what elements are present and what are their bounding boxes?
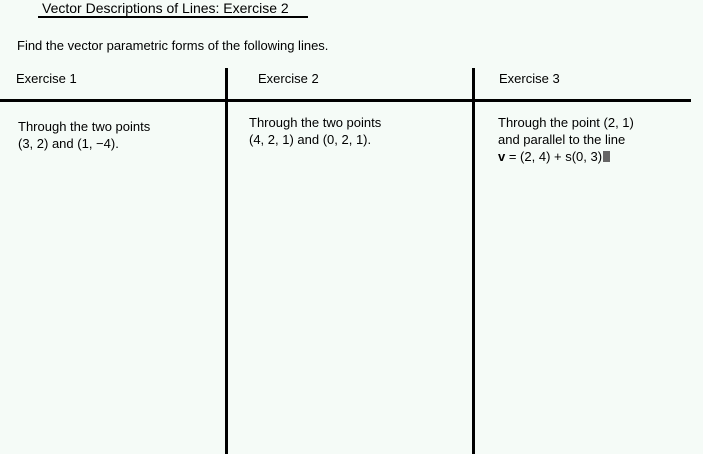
exercise-3-text bbox=[498, 114, 634, 165]
exercise-3-line-1: Through the point (2, 1) bbox=[498, 115, 634, 130]
exercise-1-header: Exercise 1 bbox=[16, 71, 77, 86]
exercise-1-text bbox=[18, 118, 150, 152]
equation-text: = (2, 4) + s(0, 3) bbox=[505, 149, 603, 164]
column-divider-2 bbox=[472, 68, 475, 454]
exercise-3-equation[interactable] bbox=[498, 148, 634, 165]
exercise-3-line-2: and parallel to the line bbox=[498, 132, 626, 147]
page-title: Vector Descriptions of Lines: Exercise 2 bbox=[42, 0, 289, 16]
exercise-2-line-2: (4, 2, 1) and (0, 2, 1). bbox=[249, 132, 372, 147]
exercise-1-line-1: Through the two points bbox=[18, 119, 151, 134]
exercise-2-text bbox=[249, 114, 381, 148]
exercise-3-header: Exercise 3 bbox=[499, 71, 560, 86]
text-cursor bbox=[603, 151, 610, 162]
vector-symbol: v bbox=[498, 149, 506, 164]
column-divider-1 bbox=[225, 68, 228, 454]
header-divider bbox=[0, 99, 691, 102]
instructions-text: Find the vector parametric forms of the following lines. bbox=[17, 38, 329, 53]
exercise-1-line-2: (3, 2) and (1, −4). bbox=[18, 136, 119, 151]
title-underline bbox=[38, 16, 308, 18]
exercise-2-header: Exercise 2 bbox=[258, 71, 319, 86]
exercise-2-line-1: Through the two points bbox=[249, 115, 382, 130]
